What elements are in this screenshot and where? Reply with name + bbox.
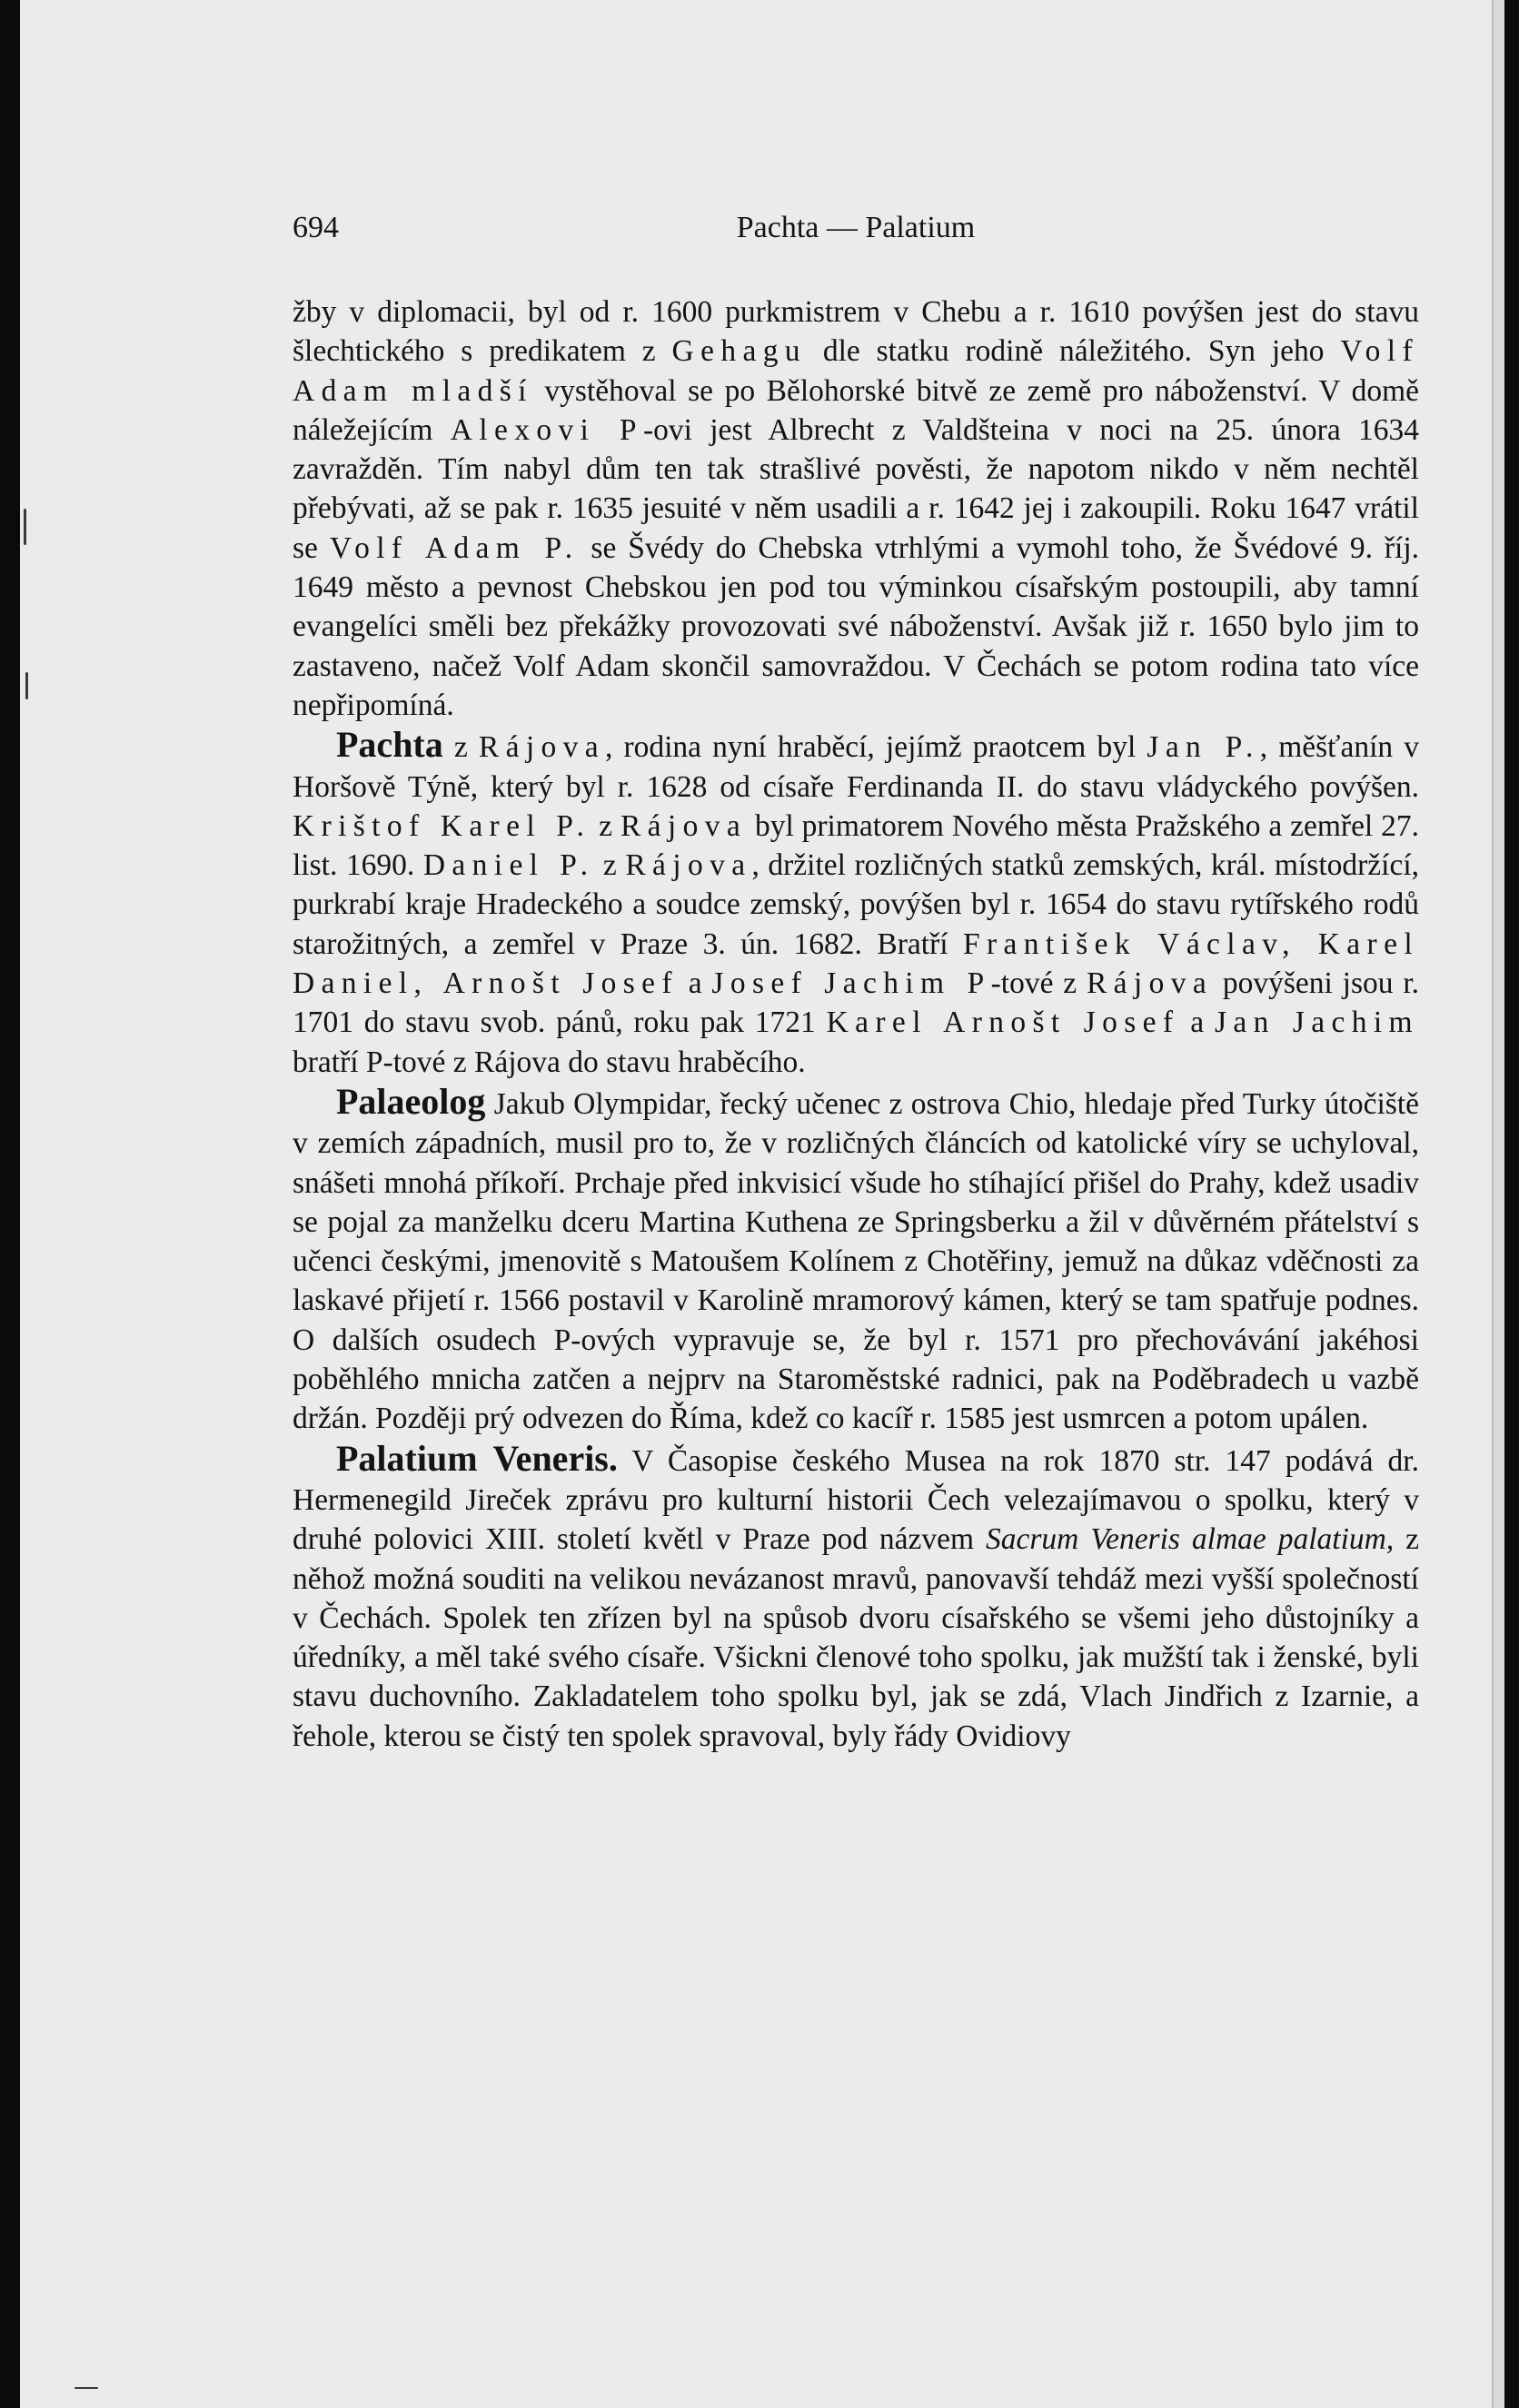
scan-mark [74,2387,98,2389]
spaced-name: Josef Jachim P [711,966,991,1001]
book-page [20,0,1492,2408]
entry-headword: Pachta [336,724,443,766]
spaced-name: František Václav, Karel Daniel, Arnošt Josef [293,927,1419,1001]
paragraph-continuation [293,292,1419,725]
text-run: z [594,848,626,883]
text-run: -tové z [990,966,1087,1001]
text-run: -ovi jest Albrecht z Valdšteina v noci na 25. února 1634 zavražděn. Tím nabyl dům ten tak strašlivé pověsti, že napotom nikdo v něm nechtěl přebývati, až se pak r. 1635 jesuité v něm usadili a r. 1642 jej i zakoupili. Roku 1647 vrátil se [293,412,1420,565]
text-run: z [591,808,621,843]
spaced-name: Krištof Karel P. [293,808,591,843]
body-text [293,292,1419,1756]
text-run: V Časopise českého Musea na rok 1870 str. 147 podává dr. Hermenegild Jireček zprávu pro kulturní historii Čech velezajímavou o spolku, který v druhé polovici XIII. století květl v Praze pod názvem [293,1443,1419,1557]
text-run: žby v diplomacii, byl od r. 1600 purkmistrem v Chebu a r. 1610 povýšen jest do stavu šlechtického s predikatem z [293,295,1419,369]
running-head: Pachta — Palatium [736,211,976,244]
spaced-name: Rájova [625,848,752,883]
text-run: povýšeni jsou r. 1701 do stavu svob. pánů, roku pak 1721 [293,966,1420,1040]
text-run: se Švédy do Chebska vtrhlými a vymohl toho, že Švédové 9. říj. 1649 město a pevnost Chebskou jen pod tou výminkou císařským postoupili, aby tamní evangelíci směli bez překážky provozovati své náboženství. Avšak již r. 1650 bylo jim to zastaveno, načež Volf Adam skončil samovraždou. V Čechách se potom rodina tato více nepřipomíná. [293,530,1420,722]
text-run: z [442,730,479,765]
italic-text: Sacrum Veneris almae palatium [986,1522,1386,1557]
text-run: bratří P-tové z Rájova do stavu hraběcího. [293,1045,806,1079]
text-run: dle statku rodině náležitého. Syn jeho [806,334,1341,369]
spaced-name: Jan Jachim [1214,1006,1419,1040]
text-run: , rodina nyní hraběcí, jejímž praotcem byl [604,730,1147,765]
text-run: byl primatorem Nového města Pražského a zemřel 27. list. 1690. [293,808,1420,883]
spaced-name: Jan P. [1147,730,1260,765]
paragraph-pachta [293,725,1419,1082]
paragraph-palaeolog [293,1082,1419,1439]
scan-mark [24,509,26,545]
entry-headword: Palatium Veneris. [336,1437,618,1479]
spaced-name: Volf Adam P. [329,530,580,565]
spaced-name: Gehagu [671,334,807,369]
paragraph-palatium [293,1439,1419,1756]
spaced-name: Volf Adam mladší [293,334,1419,408]
page-header [293,211,1419,256]
entry-headword: Palaeolog [336,1080,486,1122]
text-run: vystěhoval se po Bělohorské bitvě ze země pro náboženství. V domě náležejícím [293,373,1419,447]
spaced-name: Rájova [1086,966,1214,1001]
scan-mark [25,672,28,699]
text-run: , z něhož možná souditi na velikou nevázanost mravů, panovavší tehdáž mezi vyšší společností v Čechách. Spolek ten zřízen byl na spůsob dvoru císařského se všemi jeho důstojníky a úředníky, a měl také svého císaře. Všickni členové toho spolku, jak mužští tak i ženské, byli stavu duchovního. Zakladatelem toho spolku byl, jak se zdá, Vlach Jindřich z Izarnie, a řehole, kterou se čistý ten spolek spravoval, byly řády Ovidiovy [293,1522,1420,1753]
text-run: Jakub Olympidar, řecký učenec z ostrova Chio, hledaje před Turky útočiště v zemích západních, musil pro to, že v rozličných článcích od katolické víry se uchyloval, snášeti mnohá příkoří. Prchaje před inkvisicí všude ho stíhající přišel do Prahy, kdež usadiv se pojal za manželku dceru Martina Kuthena ze Springsberku a žil v důvěrném přátelství s učenci českými, jmenovitě s Matoušem Kolínem z Chotěřiny, jemuž na důkaz vděčnosti za laskavé přijetí r. 1566 postavil v Karolině mramorový kámen, který se tam spatřuje podnes. O dalších osudech P-ových vypravuje se, že byl r. 1571 pro přechovávání jakéhosi poběhlého mnicha zatčen a nejprv na Staroměstské radnici, pak na Poděbradech u vazbě držán. Později prý odvezen do Říma, kdež co kacíř r. 1585 jest usmrcen a potom upálen. [293,1086,1419,1436]
spaced-name: Rájova [620,808,748,843]
spaced-name: Rájova [478,730,605,765]
spaced-name: Karel Arnošt Josef [826,1006,1180,1040]
text-run: , držitel rozličných statků zemských, král. místodržící, purkrabí kraje Hradeckého a soudce zemský, povýšen byl r. 1654 do stavu rytířského rodů starožitných, a zemřel v Praze 3. ún. 1682. Bratří [293,848,1420,961]
spaced-name: Daniel P. [422,848,595,883]
text-run: a [678,966,712,1001]
text-run: , měšťanín v Horšově Týně, který byl r. 1628 od císaře Ferdinanda II. do stavu vládyckého povýšen. [293,730,1420,804]
spaced-name: Alexovi P [450,412,643,447]
page-number: 694 [293,211,339,244]
page-edge [1492,0,1504,2408]
text-run: a [1179,1006,1215,1040]
